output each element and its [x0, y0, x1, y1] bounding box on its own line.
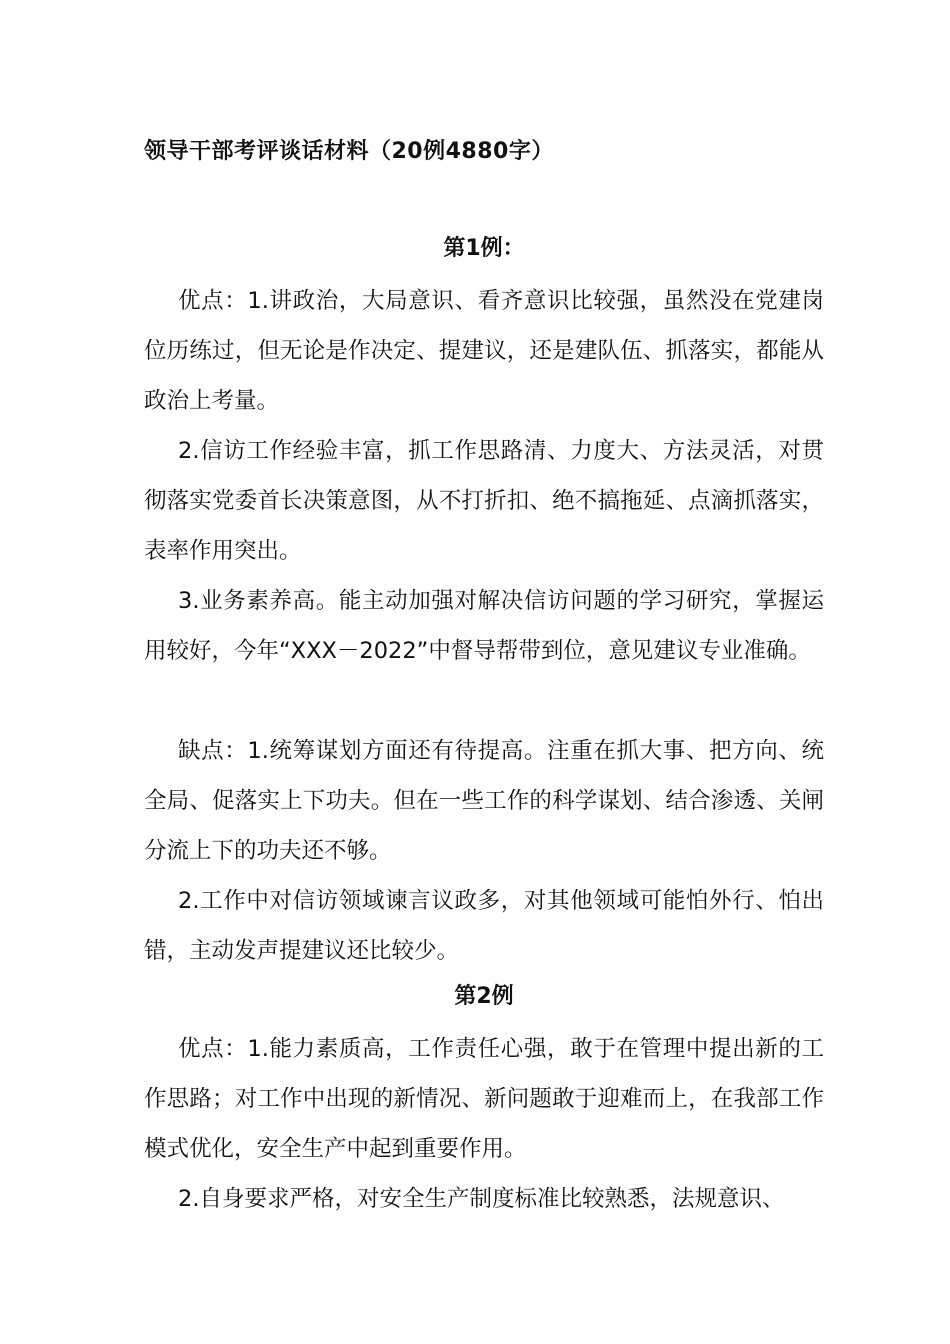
example-1-paragraph-1: 优点：1.讲政治，大局意识、看齐意识比较强，虽然没在党建岗位历练过，但无论是作决定、提建议，还是建队伍、抓落实，都能从政治上考量。: [144, 288, 824, 414]
example-1-paragraph-5: 2.工作中对信访领域谏言议政多，对其他领域可能怕外行、怕出错，主动发声提建议还比较少。: [144, 888, 824, 964]
example-2-heading: 第2例: [454, 984, 514, 1009]
example-1-heading: 第1例：: [443, 236, 525, 261]
example-2-paragraph-2: 2.自身要求严格，对安全生产制度标准比较熟悉，法规意识、: [178, 1186, 785, 1212]
example-1-paragraph-3: 3.业务素养高。能主动加强对解决信访问题的学习研究，掌握运用较好，今年“XXX－2022”中督导帮带到位，意见建议专业准确。: [144, 588, 824, 664]
document-title: 领导干部考评谈话材料（20例4880字）: [144, 139, 554, 164]
example-2-paragraph-1: 优点：1.能力素质高，工作责任心强，敢于在管理中提出新的工作思路；对工作中出现的新情况、新问题敢于迎难而上，在我部工作模式优化，安全生产中起到重要作用。: [144, 1036, 824, 1162]
example-1-paragraph-4: 缺点：1.统筹谋划方面还有待提高。注重在抓大事、把方向、统全局、促落实上下功夫。但在一些工作的科学谋划、结合渗透、关闸分流上下的功夫还不够。: [144, 738, 824, 864]
example-1-paragraph-2: 2.信访工作经验丰富，抓工作思路清、力度大、方法灵活，对贯彻落实党委首长决策意图，从不打折扣、绝不搞拖延、点滴抓落实，表率作用突出。: [144, 438, 824, 564]
